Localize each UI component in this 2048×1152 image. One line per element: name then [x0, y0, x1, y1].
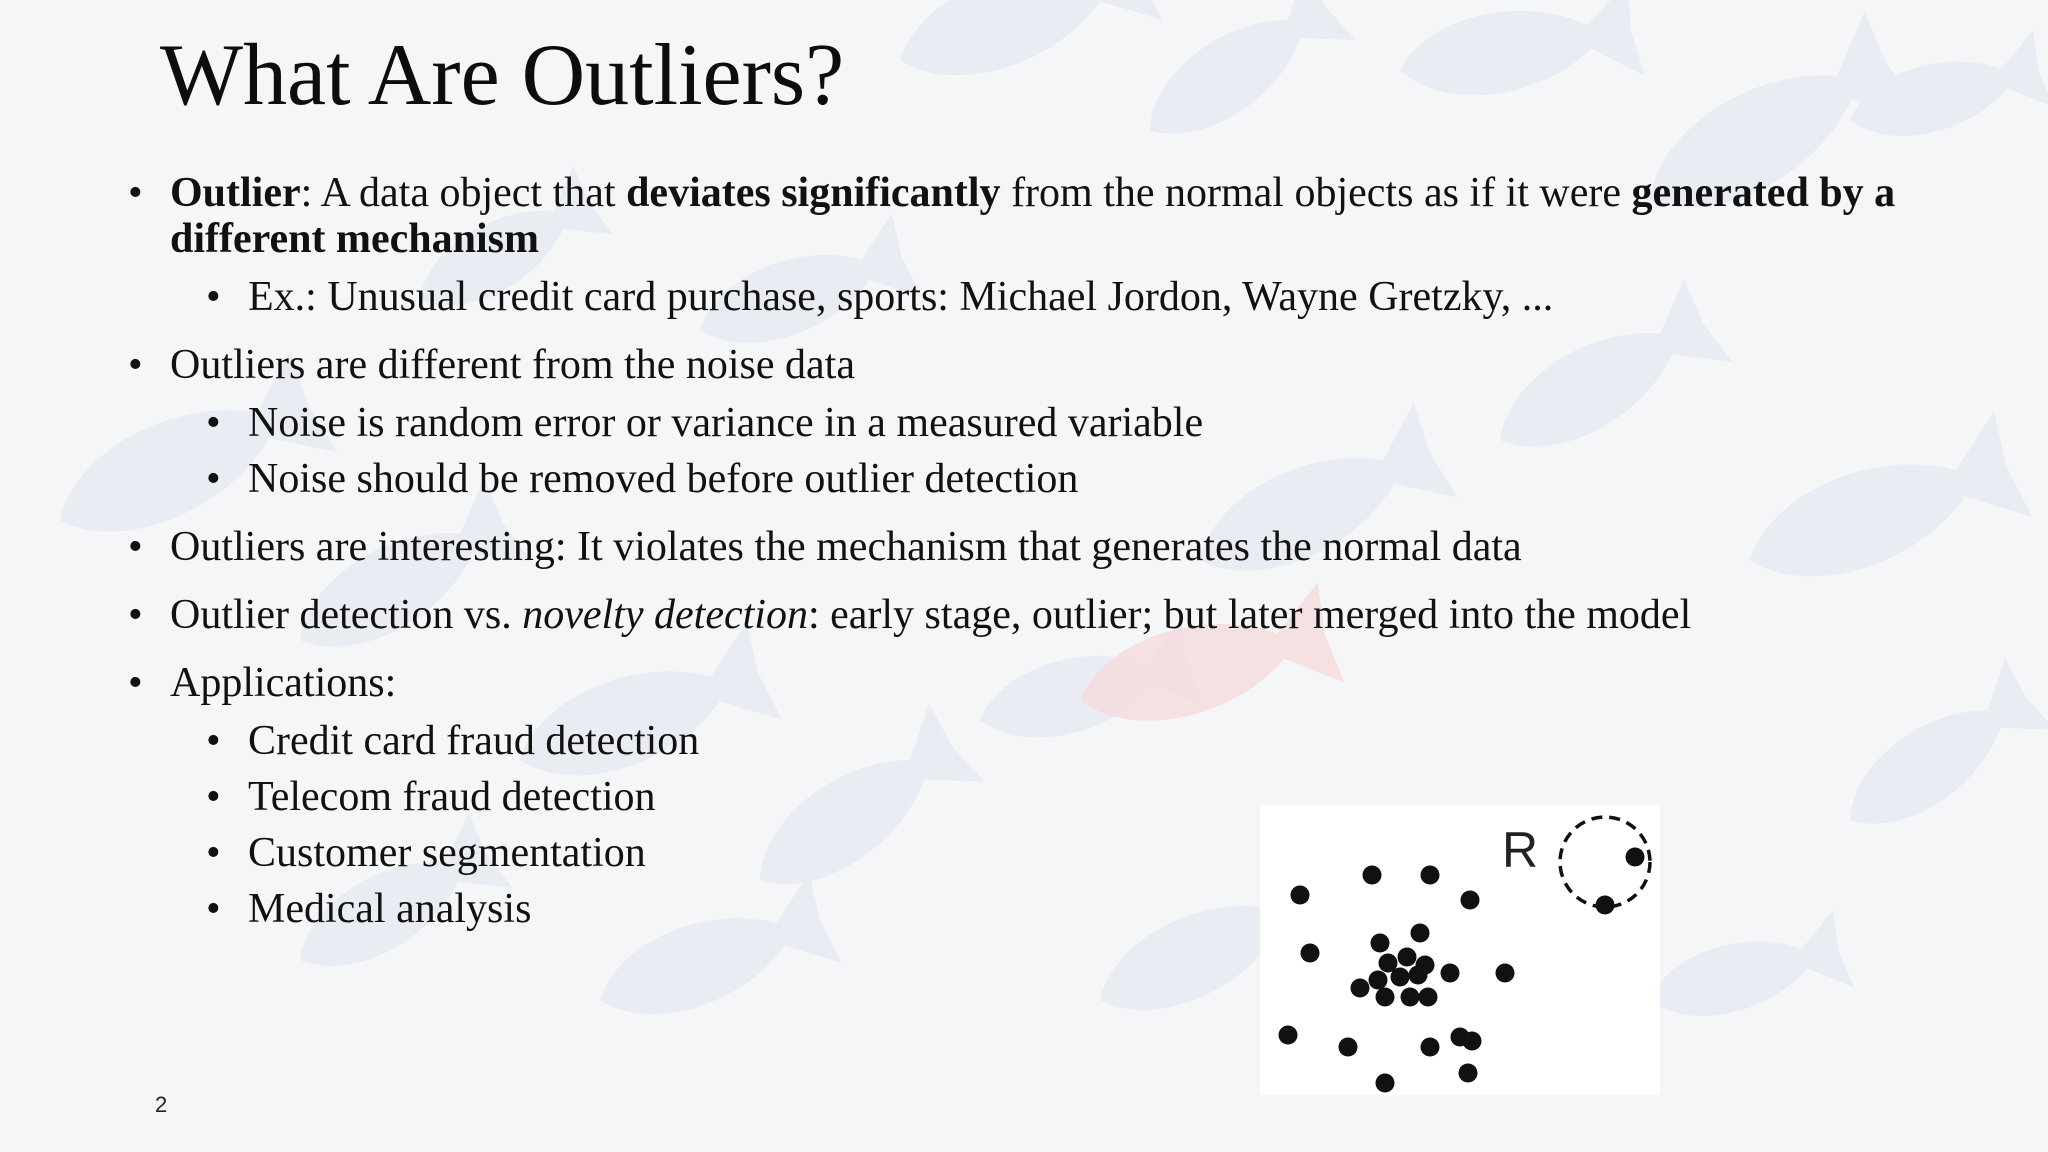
definition-text-2: from the normal objects as if it were: [1000, 170, 1632, 216]
scatter-point: [1463, 1032, 1482, 1051]
bullet-novelty: [128, 592, 1958, 638]
sub-bullet-application: • Customer segmentation: [128, 830, 1958, 876]
scatter-point: [1369, 971, 1388, 990]
scatter-point: [1421, 866, 1440, 885]
scatter-point: [1371, 934, 1390, 953]
region-label-r: R: [1502, 822, 1539, 878]
emphasis-deviates: deviates significantly: [626, 170, 1001, 216]
sub-bullet-application: • Telecom fraud detection: [128, 774, 1958, 820]
novelty-text-1: Outlier detection vs.: [170, 592, 523, 638]
scatter-point: [1301, 944, 1320, 963]
scatter-point: [1401, 988, 1420, 1007]
sub-bullet-example: • Ex.: Unusual credit card purchase, sports: Michael Jordon, Wayne Gretzky, ...: [128, 274, 1958, 320]
scatter-point: [1391, 968, 1410, 987]
sub-bullet-noise-definition: • Noise is random error or variance in a measured variable: [128, 400, 1958, 446]
sub-bullet-application: • Medical analysis: [128, 886, 1958, 932]
definition-text: : A data object that: [300, 170, 627, 216]
slide-title: What Are Outliers?: [160, 27, 845, 124]
bullet-applications: • Applications:: [128, 660, 1958, 706]
sub-bullet-noise-removal: • Noise should be removed before outlier detection: [128, 456, 1958, 502]
scatter-point: [1461, 891, 1480, 910]
sub-bullet-application: • Credit card fraud detection: [128, 718, 1958, 764]
page-number: 2: [155, 1092, 168, 1117]
scatter-point: [1279, 1026, 1298, 1045]
scatter-point: [1398, 948, 1417, 967]
scatter-point: [1409, 966, 1428, 985]
novelty-term: novelty detection: [522, 592, 808, 638]
scatter-point: [1351, 979, 1370, 998]
scatter-point: [1411, 924, 1430, 943]
novelty-text-2: : early stage, outlier; but later merged into the model: [807, 592, 1692, 638]
outlier-scatter-figure: [1260, 805, 1660, 1095]
scatter-point: [1376, 1074, 1395, 1093]
scatter-point: [1626, 848, 1645, 867]
scatter-point: [1419, 988, 1438, 1007]
scatter-point: [1363, 866, 1382, 885]
bullet-interesting: • Outliers are interesting: It violates the mechanism that generates the normal data: [128, 524, 1958, 570]
scatter-point: [1376, 988, 1395, 1007]
bullet-noise: • Outliers are different from the noise data: [128, 342, 1958, 388]
scatter-svg: [1260, 805, 1660, 1095]
bullet-outlier-definition: [128, 170, 1958, 262]
scatter-point: [1441, 964, 1460, 983]
bullet-list: [128, 170, 1958, 932]
emphasis-mechanism: generated by a different mechanism: [170, 170, 1896, 262]
scatter-point: [1421, 1038, 1440, 1057]
scatter-point: [1291, 886, 1310, 905]
term-outlier: Outlier: [170, 170, 301, 216]
scatter-point: [1459, 1064, 1478, 1083]
scatter-point: [1496, 964, 1515, 983]
scatter-point: [1339, 1038, 1358, 1057]
